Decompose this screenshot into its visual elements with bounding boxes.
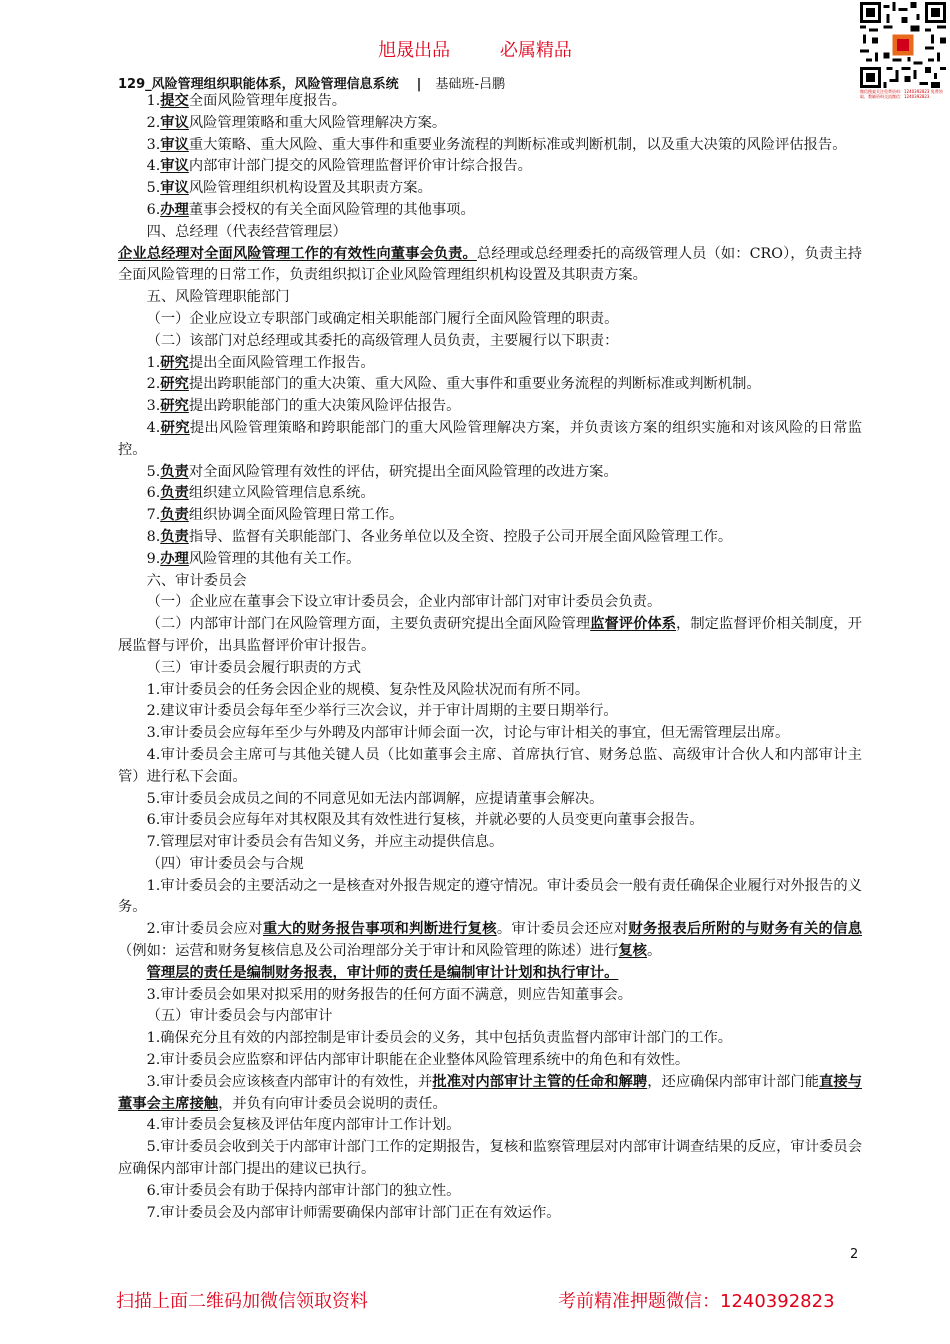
- paragraph-text: （一）企业应在董事会下设立审计委员会，企业内部审计部门对审计委员会负责。: [146, 594, 662, 611]
- paragraph: [118, 244, 862, 288]
- paragraph-text: 4.审计委员会主席可与其他关键人员（比如董事会主席、首席执行官、财务总监、高级审计合伙人和内部审计主管）进行私下会面。: [118, 746, 862, 785]
- paragraph: [118, 418, 862, 462]
- paragraph-text: 提出全面风险管理工作报告。: [188, 354, 375, 371]
- paragraph: [118, 680, 862, 702]
- paragraph-text: 2.审计委员会应对: [146, 921, 263, 938]
- banner-right: 必属精品: [499, 40, 572, 61]
- paragraph-text: 4.: [146, 419, 161, 436]
- paragraph-text: 指导、监督有关职能部门、各业务单位以及全资、控股子公司开展全面风险管理工作。: [188, 528, 733, 545]
- paragraph: [118, 91, 862, 113]
- paragraph-text: （一）企业应设立专职部门或确定相关职能部门履行全面风险管理的职责。: [146, 310, 619, 327]
- paragraph: [118, 1072, 862, 1116]
- paragraph-text: 7.: [146, 507, 161, 524]
- paragraph-text: 。审计委员会还应对: [496, 921, 629, 938]
- paragraph-text: 1.确保充分且有效的内部控制是审计委员会的义务，其中包括负责监督内部审计部门的工作。: [146, 1030, 733, 1047]
- paragraph: [118, 701, 862, 723]
- paragraph-text: 5.: [146, 463, 161, 480]
- qr-code-icon: [860, 2, 946, 88]
- paragraph-text: 6.: [146, 485, 161, 502]
- emphasis-text: 研究: [160, 398, 189, 415]
- paragraph-text: ，还应确保内部审计部门能: [647, 1073, 820, 1090]
- paragraph-text: 对全面风险管理有效性的评估，研究提出全面风险管理的改进方案。: [188, 463, 618, 480]
- emphasis-text: 直接与董事会主席接触: [118, 1073, 863, 1112]
- emphasis-text: 研究: [160, 419, 190, 436]
- paragraph-text: 组织建立风险管理信息系统。: [188, 485, 375, 502]
- paragraph-text: 1.审计委员会的任务会因企业的规模、复杂性及风险状况而有所不同。: [146, 681, 590, 698]
- paragraph: [118, 178, 862, 200]
- paragraph-text: 内部审计部门提交的风险管理监督评价审计综合报告。: [188, 158, 532, 175]
- paragraph-text: 四、总经理（代表经营管理层）: [146, 223, 347, 240]
- paragraph-text: ，并负有向审计委员会说明的责任。: [218, 1095, 447, 1112]
- promo-banner: [0, 36, 950, 62]
- paragraph-text: 重大策略、重大风险、重大事件和重要业务流程的判断标准或判断机制，以及重大决策的风险评估报告。: [188, 136, 847, 153]
- paragraph: [118, 1006, 862, 1028]
- paragraph-text: （例如：运营和财务复核信息及公司治理部分关于审计和风险管理的陈述）进行: [118, 943, 619, 960]
- header-class: 基础班-吕鹏: [435, 77, 506, 92]
- paragraph: [118, 1050, 862, 1072]
- paragraph-text: 五、风险管理职能部门: [146, 289, 290, 306]
- paragraph: [118, 985, 862, 1007]
- paragraph: [118, 222, 862, 244]
- paragraph: [118, 374, 862, 396]
- paragraph: [118, 1137, 862, 1181]
- paragraph-text: 8.: [146, 528, 161, 545]
- paragraph-text: 3.: [146, 398, 161, 415]
- paragraph-text: （三）审计委员会履行职责的方式: [146, 659, 362, 676]
- emphasis-text: 提交: [160, 93, 189, 109]
- paragraph-text: 6.审计委员会有助于保持内部审计部门的独立性。: [146, 1182, 461, 1199]
- emphasis-text: 审议: [160, 136, 189, 153]
- paragraph-text: 1.: [146, 93, 161, 109]
- paragraph: [118, 592, 862, 614]
- paragraph: [118, 135, 862, 157]
- paragraph-text: 董事会授权的有关全面风险管理的其他事项。: [188, 201, 475, 218]
- paragraph-text: 提出跨职能部门的重大决策风险评估报告。: [188, 398, 461, 415]
- paragraph-text: 3.审计委员会应该核查内部审计的有效性，并: [146, 1073, 433, 1090]
- paragraph: [118, 1115, 862, 1137]
- header-separator: |: [416, 77, 422, 92]
- paragraph-text: 2.建议审计委员会每年至少举行三次会议，并于审计周期的主要日期举行。: [146, 703, 618, 720]
- paragraph: [118, 331, 862, 353]
- document-header: [118, 73, 505, 92]
- paragraph: [118, 396, 862, 418]
- paragraph-text: 4.: [146, 158, 161, 175]
- emphasis-text: 办理: [160, 550, 189, 567]
- paragraph-text: 2.: [146, 376, 161, 393]
- paragraph-text: 7.审计委员会及内部审计师需要确保内部审计部门正在有效运作。: [146, 1204, 561, 1221]
- paragraph-text: （四）审计委员会与合规: [146, 855, 304, 872]
- emphasis-text: 审议: [160, 114, 189, 131]
- emphasis-text: 复核: [618, 943, 647, 960]
- paragraph-text: 6.: [146, 201, 161, 218]
- emphasis-text: 批准对内部审计主管的任命和解聘: [432, 1073, 648, 1090]
- paragraph: [118, 549, 862, 571]
- paragraph-text: 组织协调全面风险管理日常工作。: [188, 507, 404, 524]
- banner-left: 旭晟出品: [378, 40, 451, 61]
- paragraph-text: 4.审计委员会复核及评估年度内部审计工作计划。: [146, 1117, 461, 1134]
- paragraph-text: 风险管理策略和重大风险管理解决方案。: [188, 114, 447, 131]
- paragraph: [118, 287, 862, 309]
- paragraph-text: （二）该部门对总经理或其委托的高级管理人员负责，主要履行以下职责：: [146, 332, 619, 349]
- paragraph: [118, 658, 862, 680]
- emphasis-text: 监督评价体系: [590, 616, 677, 633]
- emphasis-text: 负责: [160, 463, 189, 480]
- page-number: 2: [850, 1247, 859, 1262]
- paragraph: [118, 919, 862, 963]
- paragraph-text: 7.管理层对审计委员会有告知义务，并应主动提供信息。: [146, 834, 504, 851]
- emphasis-text: 研究: [160, 354, 189, 371]
- paragraph-text: 3.审计委员会应每年至少与外聘及内部审计师会面一次，讨论与审计相关的事宜，但无需管理层出席。: [146, 725, 790, 742]
- paragraph: [118, 745, 862, 789]
- paragraph-text: 六、审计委员会: [146, 572, 247, 589]
- paragraph-text: 1.审计委员会的主要活动之一是核查对外报告规定的遵守情况。审计委员会一般有责任确保企业履行对外报告的义务。: [118, 877, 862, 916]
- paragraph: [118, 483, 862, 505]
- header-title: 129_风险管理组织职能体系，风险管理信息系统: [118, 77, 399, 92]
- paragraph: [118, 156, 862, 178]
- paragraph: [118, 854, 862, 876]
- paragraph: [118, 353, 862, 375]
- paragraph-text: （二）内部审计部门在风险管理方面，主要负责研究提出全面风险管理: [146, 616, 591, 633]
- paragraph: [118, 1028, 862, 1050]
- paragraph-text: 3.审计委员会如果对拟采用的财务报告的任何方面不满意，则应告知董事会。: [146, 986, 633, 1003]
- emphasis-text: 负责: [160, 528, 189, 545]
- emphasis-text: 审议: [160, 158, 189, 175]
- document-body: [118, 91, 862, 1224]
- paragraph-text: 5.审计委员会收到关于内部审计部门工作的定期报告，复核和监察管理层对内部审计调查结果的反应，审计委员会应确保内部审计部门提出的建议已执行。: [118, 1139, 862, 1178]
- paragraph-text: 总经理或总经理委托的高级管理人员（如：CRO），负责主持全面风险管理的日常工作，负责组织拟订企业风险管理组织机构设置及其职责方案。: [118, 245, 862, 284]
- paragraph-text: 提出跨职能部门的重大决策、重大风险、重大事件和重要业务流程的判断标准或判断机制。: [188, 376, 761, 393]
- paragraph: [118, 789, 862, 811]
- paragraph-text: 2.审计委员会应监察和评估内部审计职能在企业整体风险管理系统中的角色和有效性。: [146, 1052, 690, 1069]
- emphasis-text: 负责: [160, 507, 189, 524]
- emphasis-text: 企业总经理对全面风险管理工作的有效性向董事会负责。: [118, 245, 477, 262]
- footer-right: 考前精准押题微信：1240392823: [558, 1291, 835, 1312]
- qr-caption: 微信搜索关注免费资料：1240392823 免费领取、教辅资料交流微信：1240392823: [860, 89, 943, 99]
- paragraph-text: 9.: [146, 550, 161, 567]
- paragraph: [118, 113, 862, 135]
- paragraph: [118, 614, 862, 658]
- paragraph: [118, 527, 862, 549]
- emphasis-text: 审议: [160, 180, 189, 197]
- paragraph: [118, 200, 862, 222]
- paragraph-text: 全面风险管理年度报告。: [188, 93, 347, 109]
- emphasis-text: 重大的财务报告事项和判断进行复核: [262, 921, 497, 938]
- paragraph: [118, 309, 862, 331]
- paragraph-text: 。: [646, 943, 662, 960]
- emphasis-text: 办理: [160, 201, 189, 218]
- emphasis-text: 管理层的责任是编制财务报表，审计师的责任是编制审计计划和执行审计。: [146, 964, 619, 981]
- paragraph: [118, 571, 862, 593]
- paragraph: [118, 1203, 862, 1225]
- paragraph-text: 3.: [146, 136, 161, 153]
- paragraph-text: 2.: [146, 114, 161, 131]
- paragraph-text: （五）审计委员会与内部审计: [146, 1008, 333, 1025]
- emphasis-text: 财务报表后所附的与财务有关的信息: [628, 921, 863, 938]
- paragraph: [118, 832, 862, 854]
- emphasis-text: 研究: [160, 376, 189, 393]
- paragraph-text: 5.审计委员会成员之间的不同意见如无法内部调解，应提请董事会解决。: [146, 790, 604, 807]
- paragraph-text: 1.: [146, 354, 161, 371]
- paragraph: [118, 876, 862, 920]
- paragraph-text: 6.审计委员会应每年对其权限及其有效性进行复核，并就必要的人员变更向董事会报告。: [146, 812, 704, 829]
- paragraph: [118, 963, 862, 985]
- footer-left: 扫描上面二维码加微信领取资料: [116, 1291, 368, 1312]
- paragraph: [118, 723, 862, 745]
- paragraph: [118, 462, 862, 484]
- paragraph-text: 提出风险管理策略和跨职能部门的重大风险管理解决方案，并负责该方案的组织实施和对该风险的日常监控。: [118, 419, 862, 458]
- emphasis-text: 负责: [160, 485, 189, 502]
- paragraph: [118, 1181, 862, 1203]
- paragraph-text: 5.: [146, 180, 161, 197]
- paragraph-text: 风险管理组织机构设置及其职责方案。: [188, 180, 432, 197]
- paragraph: [118, 505, 862, 527]
- paragraph: [118, 810, 862, 832]
- paragraph-text: 风险管理的其他有关工作。: [188, 550, 361, 567]
- paragraph-text: ，制定监督评价相关制度，开展监督与评价，出具监督评价审计报告。: [118, 616, 863, 654]
